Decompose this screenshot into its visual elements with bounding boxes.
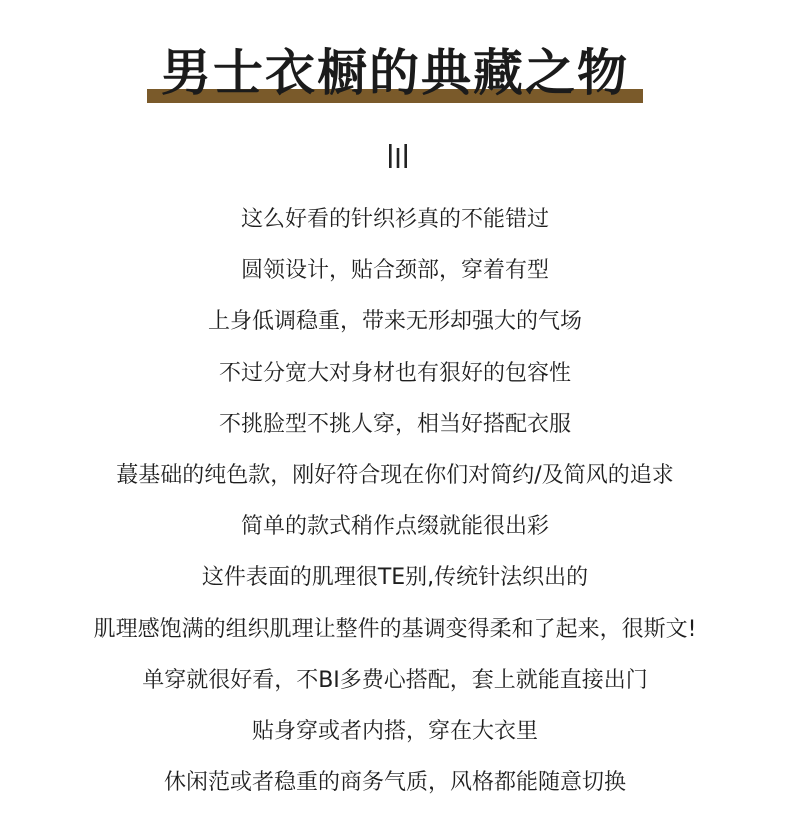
page-title: 男士衣橱的典藏之物 [161,44,629,102]
description-line: 这么好看的针织衫真的不能错过 [240,207,549,232]
description-line: 肌理感饱满的组织肌理让整件的基调变得柔和了起来，很斯文! [93,616,697,642]
description-line: 不挑脸型不挑人穿，相当好搭配衣服 [218,411,571,437]
description-line: 蕞基础的纯色款，刚好符合现在你们对简约/及简风的追求 [116,462,674,488]
description-line: 单穿就很好看，不BI多费心搭配，套上就能直接出门 [142,667,648,693]
description-lines [0,201,790,815]
triple-vertical-lines-icon [386,142,410,170]
description-line: 上身低调稳重，带来无形却强大的气场 [207,309,582,335]
description-line: 不过分宽大对身材也有狠好的包容性 [218,360,571,386]
title-section [0,38,790,108]
description-line: 圆领设计，贴合颈部，穿着有型 [240,258,549,284]
description-line: 这件表面的肌理很TE别,传统针法织出的 [201,565,589,591]
description-line: 贴身穿或者内搭，穿在大衣里 [251,718,538,744]
description-line: 简单的款式稍作点缀就能很出彩 [240,514,549,540]
description-line: 休闲范或者稳重的商务气质，风格都能随意切换 [163,770,626,796]
